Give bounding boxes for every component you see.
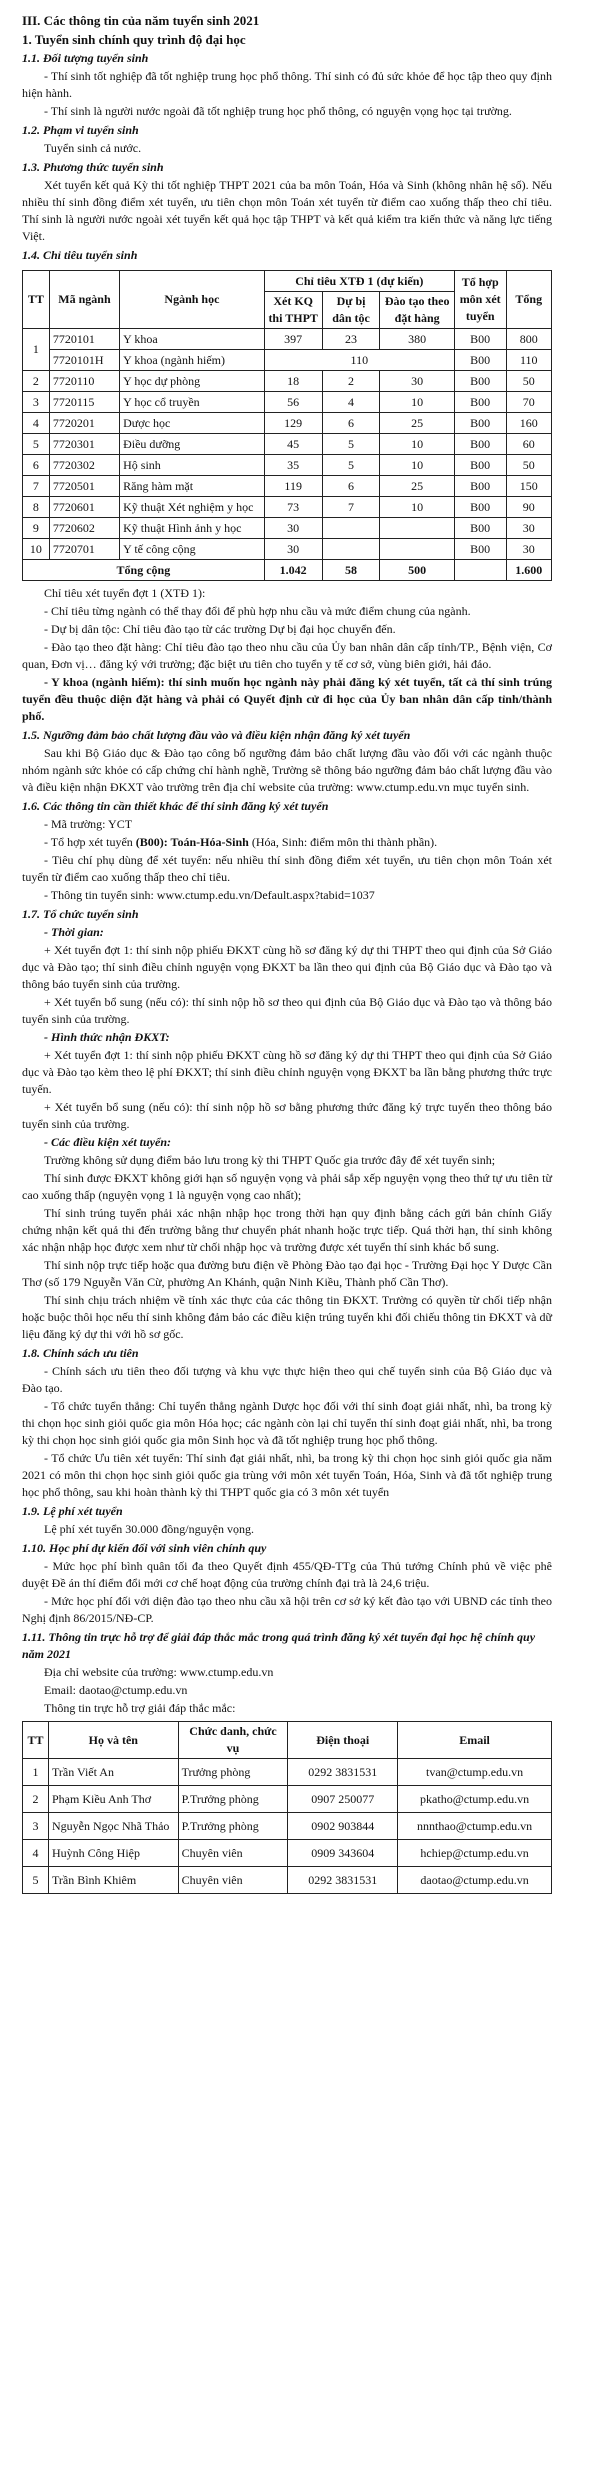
paragraph: + Xét tuyển bổ sung (nếu có): thí sinh nộp hồ sơ theo qui định của Bộ Giáo dục và Đào tạo và thông báo tuyển sinh của trường. — [22, 995, 552, 1026]
contact-header-phone: Điện thoại — [288, 1722, 398, 1759]
total-row: Tổng cộng 1.042 58 500 1.600 — [23, 560, 552, 581]
quota-header-quota: Chỉ tiêu XTĐ 1 (dự kiến) — [264, 271, 454, 292]
paragraph: + Xét tuyển bổ sung (nếu có): thí sinh nộp hồ sơ bằng phương thức đăng ký trực tuyến theo thông báo tuyển sinh của trường. — [22, 1100, 552, 1131]
table-row: 2 Phạm Kiều Anh Thơ P.Trưởng phòng 0907 250077 pkatho@ctump.edu.vn — [23, 1786, 552, 1813]
subheading: - Các điều kiện xét tuyển: — [44, 1135, 171, 1149]
subheading: - Thời gian: — [44, 925, 104, 939]
quota-header-dh: Đào tạo theo đặt hàng — [380, 292, 454, 329]
table-row: 1 Trần Viết An Trưởng phòng 0292 3831531 tvan@ctump.edu.vn — [23, 1759, 552, 1786]
paragraph: Trường không sử dụng điểm bảo lưu trong kỳ thi THPT Quốc gia trước đây để xét tuyển sinh; — [44, 1153, 496, 1167]
paragraph: - Mã trường: YCT — [44, 817, 133, 831]
website-line: Địa chỉ website của trường: www.ctump.edu.vn — [44, 1665, 274, 1679]
contact-table — [22, 1721, 552, 1894]
paragraph: + Xét tuyển đợt 1: thí sinh nộp phiếu ĐKXT cùng hồ sơ đăng ký dự thi THPT theo qui định của Sở Giáo dục và Đào tạo; thí sinh điều chỉnh nguyện vọng ĐKXT ba lần theo qui định của Bộ Giáo dục và Đào tạo và thông báo tuyển sinh của trường. — [22, 943, 552, 991]
heading-1-7: 1.7. Tổ chức tuyển sinh — [22, 907, 139, 921]
paragraph: - Thông tin tuyển sinh: www.ctump.edu.vn/Default.aspx?tabid=1037 — [44, 888, 375, 902]
contact-header-role: Chức danh, chức vụ — [178, 1722, 288, 1759]
quota-header-dt: Dự bị dân tộc — [322, 292, 380, 329]
table-row: 1 7720101 Y khoa 397 23 380 B00 800 — [23, 329, 552, 350]
quota-header-kq: Xét KQ thi THPT — [264, 292, 322, 329]
paragraph: - Chính sách ưu tiên theo đối tượng và khu vực thực hiện theo qui chế tuyển sinh của Bộ Giáo dục và Đào tạo. — [22, 1364, 552, 1395]
quota-header-combo: Tổ hợp môn xét tuyển — [454, 271, 506, 329]
note: Chỉ tiêu xét tuyển đợt 1 (XTĐ 1): — [44, 586, 206, 600]
quota-header-code: Mã ngành — [49, 271, 119, 329]
paragraph: - Thí sinh tốt nghiệp đã tốt nghiệp trung học phổ thông. Thí sinh có đủ sức khỏe để học tập theo quy định hiện hành. — [22, 69, 552, 100]
table-row: 7 7720501 Răng hàm mặt 119 6 25 B00 150 — [23, 476, 552, 497]
table-row: 6 7720302 Hộ sinh 35 5 10 B00 50 — [23, 455, 552, 476]
quota-header-tt: TT — [23, 271, 50, 329]
table-row: 3 Nguyễn Ngọc Nhã Thảo P.Trưởng phòng 0902 903844 nnnthao@ctump.edu.vn — [23, 1813, 552, 1840]
contact-header-name: Họ và tên — [48, 1722, 178, 1759]
paragraph: Lệ phí xét tuyển 30.000 đồng/nguyện vọng. — [44, 1522, 254, 1536]
support-line: Thông tin trực hỗ trợ giải đáp thắc mắc: — [44, 1701, 236, 1715]
note: - Chỉ tiêu từng ngành có thể thay đổi để phù hợp nhu cầu và mức điểm chung của ngành. — [44, 604, 471, 618]
paragraph: - Mức học phí đối với diện đào tạo theo nhu cầu xã hội trên cơ sở ký kết đào tạo với UBND các tỉnh theo Nghị định 86/2015/NĐ-CP. — [22, 1594, 552, 1625]
table-row: 4 7720201 Dược học 129 6 25 B00 160 — [23, 413, 552, 434]
contact-header-email: Email — [398, 1722, 552, 1759]
paragraph: - Thí sinh là người nước ngoài đã tốt nghiệp trung học phổ thông, có nguyện vọng học tại trường. — [44, 104, 512, 118]
table-row: 7720101H Y khoa (ngành hiếm) 110 B00 110 — [23, 350, 552, 371]
heading-1-2: 1.2. Phạm vi tuyển sinh — [22, 123, 139, 137]
heading-1-5: 1.5. Ngưỡng đảm bảo chất lượng đầu vào và điều kiện nhận đăng ký xét tuyển — [22, 728, 411, 742]
heading-1-8: 1.8. Chính sách ưu tiên — [22, 1346, 139, 1360]
paragraph: - Mức học phí bình quân tối đa theo Quyết định 455/QĐ-TTg của Thủ tướng Chính phủ về việc phê duyệt Đề án thí điểm đổi mới cơ chế hoạt động của trường chính đại trà là 24,6 triệu. — [22, 1559, 552, 1590]
paragraph: - Tổ hợp xét tuyển (B00): Toán-Hóa-Sinh (Hóa, Sinh: điểm môn thi thành phần). — [44, 835, 438, 849]
paragraph: Tuyển sinh cả nước. — [44, 141, 142, 155]
heading-1-9: 1.9. Lệ phí xét tuyển — [22, 1504, 123, 1518]
table-row: 9 7720602 Kỹ thuật Hình ảnh y học 30 B00 30 — [23, 518, 552, 539]
paragraph: Xét tuyển kết quả Kỳ thi tốt nghiệp THPT 2021 của ba môn Toán, Hóa và Sinh (không nhân hệ số). Nếu nhiều thí sinh đồng điểm xét tuyển, ưu tiên chọn môn Toán xét tuyển từ điểm cao xuống thấp theo chỉ tiêu. Thí sinh là người nước ngoài xét tuyển kết quả học tập THPT và kết quả kiểm tra kiến thức và năng lực tiếng Việt. — [22, 178, 552, 243]
heading-1-11: 1.11. Thông tin trực hỗ trợ để giải đáp thắc mắc trong quá trình đăng ký xét tuyển đại học hệ chính quy năm 2021 — [22, 1630, 536, 1661]
table-row: 10 7720701 Y tế công cộng 30 B00 30 — [23, 539, 552, 560]
table-row: 8 7720601 Kỹ thuật Xét nghiệm y học 73 7 10 B00 90 — [23, 497, 552, 518]
table-row: 4 Huỳnh Công Hiệp Chuyên viên 0909 343604 hchiep@ctump.edu.vn — [23, 1840, 552, 1867]
subheading: - Hình thức nhận ĐKXT: — [44, 1030, 170, 1044]
email-line: Email: daotao@ctump.edu.vn — [44, 1683, 188, 1697]
heading-1-3: 1.3. Phương thức tuyển sinh — [22, 160, 164, 174]
heading-1: 1. Tuyển sinh chính quy trình độ đại học — [22, 32, 246, 47]
table-row: 5 Trần Bình Khiêm Chuyên viên 0292 3831531 daotao@ctump.edu.vn — [23, 1867, 552, 1894]
quota-header-name: Ngành học — [120, 271, 265, 329]
note: - Đào tạo theo đặt hàng: Chỉ tiêu đào tạo theo nhu cầu của Ủy ban nhân dân cấp tỉnh/TP., Bệnh viện, Cơ quan, Đơn vị… đăng ký với trường; đặc biệt ưu tiên cho tuyển y tế cơ sở, vùng biên giới, hải đảo. — [22, 640, 552, 671]
contact-header-tt: TT — [23, 1722, 49, 1759]
paragraph: + Xét tuyển đợt 1: thí sinh nộp phiếu ĐKXT cùng hồ sơ đăng ký dự thi THPT theo qui định của Sở Giáo dục và Đào tạo kèm theo lệ phí ĐKXT; thí sinh điều chỉnh nguyện vọng ĐKXT ba lần bằng phương thức trực tuyến. — [22, 1048, 552, 1096]
quota-header-total: Tổng — [506, 271, 551, 329]
paragraph: Thí sinh được ĐKXT không giới hạn số nguyện vọng và phải sắp xếp nguyện vọng theo thứ tự ưu tiên từ cao xuống thấp (nguyện vọng 1 là nguyện vọng cao nhất); — [22, 1171, 552, 1202]
paragraph: Thí sinh chịu trách nhiệm về tính xác thực của các thông tin ĐKXT. Trường có quyền từ chối tiếp nhận hoặc buộc thôi học nếu thí sinh không đảm bảo các điều kiện trúng tuyển khi đối chiếu thông tin ĐKXT và dữ liệu đăng ký dự thi với hồ sơ gốc. — [22, 1293, 552, 1341]
paragraph: Thí sinh trúng tuyển phải xác nhận nhập học trong thời hạn quy định bằng cách gửi bản chính Giấy chứng nhận kết quả thi đến trường bằng thư chuyển phát nhanh hoặc trực tiếp. Quá thời hạn, thí sinh không xác nhận nhập học được xem như từ chối nhập học và trường được xét tuyển thí sinh khác bổ sung. — [22, 1206, 552, 1254]
table-row: 3 7720115 Y học cổ truyền 56 4 10 B00 70 — [23, 392, 552, 413]
paragraph: - Tổ chức Ưu tiên xét tuyển: Thí sinh đạt giải nhất, nhì, ba trong kỳ thi chọn học sinh giỏi quốc gia năm 2021 có môn thi chọn học sinh giỏi quốc gia trùng với môn xét tuyển Toán, Hóa, Sinh và đã tốt nghiệp trung học phổ thông, sau khi hoàn thành kỳ thi THPT quốc gia có 3 môn xét tuyển — [22, 1451, 552, 1499]
heading-1-6: 1.6. Các thông tin cần thiết khác để thí sinh đăng ký xét tuyển — [22, 799, 329, 813]
paragraph: - Tiêu chí phụ dùng để xét tuyển: nếu nhiều thí sinh đồng điểm xét tuyển, ưu tiên chọn môn Toán xét tuyển từ điểm cao xuống thấp theo chỉ tiêu. — [22, 853, 552, 884]
paragraph: - Tổ chức tuyển thẳng: Chỉ tuyển thẳng ngành Dược học đối với thí sinh đoạt giải nhất, nhì, ba trong kỳ thi chọn học sinh giỏi quốc gia môn Hóa học; các ngành còn lại chỉ tuyển thí sinh đoạt giải nhất, nhì, ba trong kỳ thi chọn học sinh giỏi quốc gia môn Sinh học và đã tốt nghiệp trung học phổ thông. — [22, 1399, 552, 1447]
note-bold: - Y khoa (ngành hiếm): thí sinh muốn học ngành này phải đăng ký xét tuyển, tất cả thí sinh trúng tuyển đều thuộc diện đặt hàng và phải có Quyết định cử đi học của Ủy ban nhân dân cấp tỉnh/thành phố. — [22, 675, 552, 723]
heading-1-10: 1.10. Học phí dự kiến đối với sinh viên chính quy — [22, 1541, 267, 1555]
table-row: 5 7720301 Điều dưỡng 45 5 10 B00 60 — [23, 434, 552, 455]
table-row: 2 7720110 Y học dự phòng 18 2 30 B00 50 — [23, 371, 552, 392]
paragraph: Thí sinh nộp trực tiếp hoặc qua đường bưu điện về Phòng Đào tạo đại học - Trường Đại học Y Dược Cần Thơ (số 179 Nguyễn Văn Cừ, phường An Khánh, quận Ninh Kiều, Thành phố Cần Thơ). — [22, 1258, 552, 1289]
heading-1-1: 1.1. Đối tượng tuyển sinh — [22, 51, 149, 65]
heading-1-4: 1.4. Chỉ tiêu tuyển sinh — [22, 248, 138, 262]
section-title: III. Các thông tin của năm tuyển sinh 2021 — [22, 13, 260, 28]
paragraph: Sau khi Bộ Giáo dục & Đào tạo công bố ngưỡng đảm bảo chất lượng đầu vào đối với các ngành thuộc nhóm ngành sức khỏe có cấp chứng chỉ hành nghề, Trường sẽ thông báo ngưỡng đảm bảo chất lượng đầu vào và điều kiện nhận ĐKXT vào trường trên địa chỉ website của trường: www.ctump.edu.vn mục tuyển sinh. — [22, 746, 552, 794]
quota-table — [22, 270, 552, 581]
note: - Dự bị dân tộc: Chỉ tiêu đào tạo từ các trường Dự bị đại học chuyển đến. — [44, 622, 396, 636]
